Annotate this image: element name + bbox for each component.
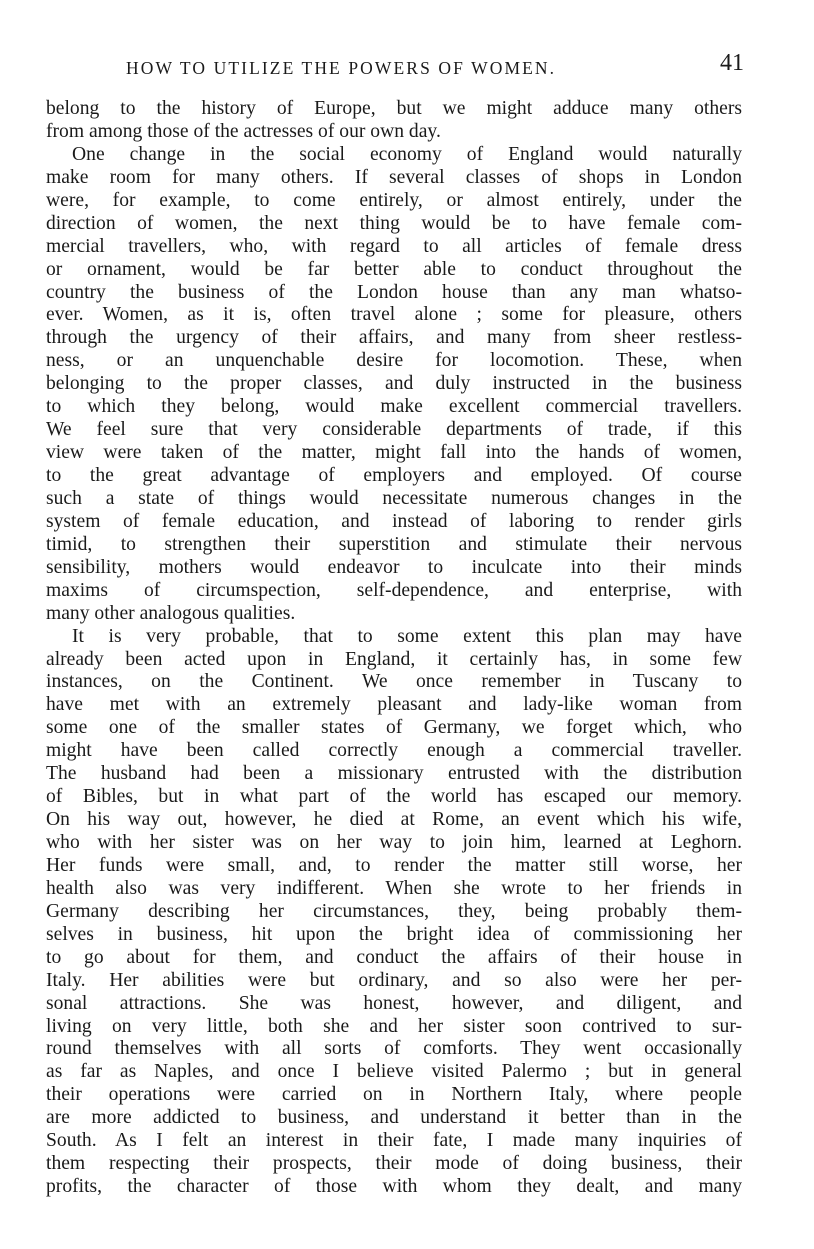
page-number: 41 (720, 50, 744, 76)
text-line: view were taken of the matter, might fall into the hands of women, (46, 442, 742, 464)
text-line: It is very probable, that to some extent this plan may have (72, 625, 742, 647)
text-line: their operations were carried on in Northern Italy, where people (46, 1084, 742, 1106)
text-line: One change in the social economy of England would naturally (72, 143, 742, 165)
text-line: belonging to the proper classes, and duly instructed in the business (46, 373, 742, 395)
text-line: ness, or an unquenchable desire for locomotion. These, when (46, 350, 742, 372)
text-line: system of female education, and instead of laboring to render girls (46, 510, 742, 532)
text-line: might have been called correctly enough a commercial traveller. (46, 740, 742, 762)
text-line: who with her sister was on her way to join him, learned at Leghorn. (46, 832, 742, 853)
text-line: them respecting their prospects, their mode of doing business, their (46, 1153, 742, 1175)
text-line: profits, the character of those with whom they dealt, and many (46, 1176, 742, 1198)
text-line: The husband had been a missionary entrusted with the distribution (46, 763, 742, 785)
text-line: ever. Women, as it is, often travel alone ; some for pleasure, others (46, 304, 742, 326)
body-text (46, 98, 742, 1199)
text-line: maxims of circumspection, self-dependence, and enterprise, with (46, 579, 742, 601)
text-line: We feel sure that very considerable departments of trade, if this (46, 419, 742, 441)
text-line: health also was very indifferent. When she wrote to her friends in (46, 877, 742, 899)
text-line: from among those of the actresses of our own day. (46, 120, 441, 142)
text-line: country the business of the London house than any man whatso- (46, 281, 742, 303)
text-line: some one of the smaller states of Germany, we forget which, who (46, 717, 742, 739)
text-line: Germany describing her circumstances, they, being probably them- (46, 900, 742, 922)
text-line: South. As I felt an interest in their fate, I made many inquiries of (46, 1130, 742, 1152)
text-line: or ornament, would be far better able to conduct throughout the (46, 258, 742, 280)
text-line: to the great advantage of employers and employed. Of course (46, 465, 742, 486)
text-line: round themselves with all sorts of comforts. They went occasionally (46, 1038, 742, 1060)
text-line: sensibility, mothers would endeavor to inculcate into their minds (46, 556, 742, 578)
text-line: belong to the history of Europe, but we might adduce many others (46, 98, 742, 119)
running-title: HOW TO UTILIZE THE POWERS OF WOMEN. (126, 58, 557, 78)
text-line: mercial travellers, who, with regard to all articles of female dress (46, 235, 742, 257)
text-line: as far as Naples, and once I believe visited Palermo ; but in general (46, 1061, 742, 1083)
text-line: direction of women, the next thing would be to have female com- (46, 212, 742, 234)
text-line: Her funds were small, and, to render the matter still worse, her (46, 854, 742, 876)
text-line: have met with an extremely pleasant and lady-like woman from (46, 694, 742, 716)
page-header (46, 50, 764, 80)
text-line: sonal attractions. She was honest, however, and diligent, and (46, 992, 742, 1014)
text-line: On his way out, however, he died at Rome, an event which his wife, (46, 809, 742, 831)
text-line: such a state of things would necessitate numerous changes in the (46, 487, 742, 509)
text-line: already been acted upon in England, it certainly has, in some few (46, 648, 742, 670)
text-line: timid, to strengthen their superstition and stimulate their nervous (46, 533, 742, 555)
text-line: to go about for them, and conduct the affairs of their house in (46, 946, 742, 968)
text-line: many other analogous qualities. (46, 602, 296, 624)
text-line: are more addicted to business, and understand it better than in the (46, 1107, 742, 1129)
text-line: selves in business, hit upon the bright idea of commissioning her (46, 923, 742, 945)
text-line: living on very little, both she and her sister soon contrived to sur- (46, 1015, 742, 1037)
text-line: were, for example, to come entirely, or almost entirely, under the (46, 189, 742, 211)
text-line: make room for many others. If several classes of shops in London (46, 166, 742, 188)
text-line: of Bibles, but in what part of the world has escaped our memory. (46, 786, 742, 808)
text-line: through the urgency of their affairs, and many from sheer restless- (46, 327, 742, 349)
text-line: Italy. Her abilities were but ordinary, and so also were her per- (46, 969, 742, 991)
text-line: to which they belong, would make excellent commercial travellers. (46, 396, 742, 418)
text-line: instances, on the Continent. We once remember in Tuscany to (46, 671, 742, 693)
